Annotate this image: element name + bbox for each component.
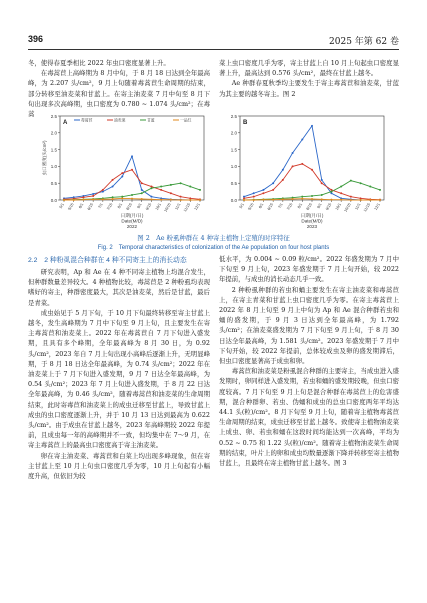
data-point <box>360 199 362 201</box>
x-tick-label: 10/1 <box>334 202 343 211</box>
data-point <box>360 182 362 184</box>
data-point <box>73 199 75 201</box>
data-point <box>102 198 104 200</box>
paragraph: 2 种粉虱种群的若虫和蛹主要发生在寄主油麦菜和毒蒿苣上，在寄主青菜和甘蓝上虫口密度几乎为零。在寄主毒蒿苣上 2022 年 8 月上旬至 9 月上中旬为 Ap 和 Ae 混合种群若虫和蛹的盛发期，于 9 月 3 日达到全年最高峰，为 1.792 头/cm²；在油麦菜盛发期为 7 月下旬至 9 月上旬，于 8 月 30 日达全年最高峰，为 1.581 头/cm²。2023 年盛发期于 7 月中下旬开始，较 2022 年提前，总体较成虫及卵的盛发期滞后，但虫口密度显著高于成虫和卵。 <box>219 285 399 366</box>
data-point <box>262 189 264 191</box>
x-tick-label: 6/15 <box>266 202 275 211</box>
figure-2 <box>40 108 390 230</box>
data-point <box>112 186 114 188</box>
data-point <box>350 199 352 201</box>
data-point <box>321 194 323 196</box>
paragraph: 卵在寄主油麦菜、毒蒿苣和白菜上均出现多峰现象，但在寄主甘蓝上至 10 月上旬虫口密度几乎为零，10 月上旬起有小幅度升高，但依旧为较 <box>28 451 210 481</box>
panel-label: A <box>63 120 68 126</box>
x-tick-label: 5/15 <box>67 202 75 211</box>
data-point <box>150 196 152 198</box>
plot-frame <box>240 116 384 200</box>
section-title: 2.2 2 种粉虱混合种群在 4 种不同寄主上的消长动态 <box>28 257 187 264</box>
data-point <box>180 182 182 184</box>
x-tick-label: 6/1 <box>258 202 265 210</box>
x-tick-label: 11/1 <box>174 202 182 211</box>
data-point <box>63 199 65 201</box>
x-tick-label: 7/15 <box>106 202 114 211</box>
data-point <box>92 198 94 200</box>
x-tick-label: 9/15 <box>325 202 333 211</box>
x-tick-label: 8/1 <box>297 202 304 210</box>
data-point <box>311 195 313 197</box>
x-tick-label: 12/1 <box>373 202 381 211</box>
data-point <box>92 193 94 195</box>
chart-left <box>40 108 210 230</box>
legend-label: 毒蒿苣 <box>81 118 93 123</box>
data-point <box>112 198 114 200</box>
data-point <box>272 199 274 201</box>
left-body-text <box>28 267 210 481</box>
series-line <box>244 126 380 200</box>
paragraph: 在毒蒿苣上高峰期为 8 月中旬，于 8 月 18 日达到全年最高峰，为 2.207 头/cm²，9 月上旬随着毒蒿苣生命周期的结束，部分转移至油麦菜和甘蓝上。在寄主油麦菜 7 月中旬至 8 月下旬出现多次高峰期，虫口密度为 0.780 ~ 1.074 头/cm²；在毒蒿 <box>28 69 210 119</box>
data-point <box>292 165 294 167</box>
panel-label: B <box>243 120 248 126</box>
x-tick-label: 9/15 <box>145 202 153 211</box>
x-tick-label: 7/15 <box>286 202 294 211</box>
data-point <box>82 199 84 201</box>
y-tick-label: 2.0 <box>50 130 57 136</box>
x-tick-label: 8/15 <box>305 202 313 211</box>
data-point <box>282 198 284 200</box>
data-point <box>272 182 274 184</box>
x-axis-label: 2023 <box>306 224 318 229</box>
x-axis-label: 日期(月/日) <box>120 213 144 218</box>
x-tick-label: 7/1 <box>97 202 104 210</box>
data-point <box>102 189 104 191</box>
chart-right <box>220 108 390 230</box>
y-tick-label: 1.5 <box>50 147 57 153</box>
y-tick-label: 0.0 <box>50 197 57 203</box>
y-tick-label: 0.5 <box>50 181 57 186</box>
data-point <box>330 191 332 193</box>
top-right-text <box>219 58 399 99</box>
page-number: 396 <box>28 34 44 44</box>
data-point <box>141 198 143 200</box>
paragraph: 菜上虫口密度几乎为零，寄主甘蓝上自 10 月上旬起虫口密度显著上升，最高达到 0.576 头/cm²，最终在甘蓝上越冬。 <box>219 59 399 78</box>
x-tick-label: 11/1 <box>354 202 362 211</box>
x-axis-label: Date(M/D) <box>121 218 143 224</box>
data-point <box>262 192 264 194</box>
data-point <box>131 198 133 200</box>
data-point <box>170 199 172 201</box>
data-point <box>150 198 152 200</box>
data-point <box>350 196 352 198</box>
figure-caption-en: Fig. 2 Temporal characteristics of colonization of the Ae population on four host plants <box>97 245 330 251</box>
data-point <box>321 198 323 200</box>
data-point <box>189 199 191 201</box>
x-tick-label: 11/15 <box>183 202 192 213</box>
data-point <box>141 182 143 184</box>
x-tick-label: 9/1 <box>316 202 323 210</box>
data-point <box>189 186 191 188</box>
y-tick-label: 2.5 <box>230 113 237 119</box>
legend-label: 甘蓝 <box>147 118 155 123</box>
data-point <box>121 175 123 177</box>
data-point <box>131 155 133 157</box>
data-point <box>253 199 255 201</box>
data-point <box>350 180 352 182</box>
data-point <box>272 189 274 191</box>
series-line <box>64 156 200 200</box>
data-point <box>253 192 255 194</box>
data-point <box>301 196 303 198</box>
data-point <box>199 189 201 191</box>
x-axis-label: 2022 <box>126 224 138 229</box>
paragraph: 研究表明，Ap 和 Ae 在 4 种不同寄主植物上均混合发生，但种群数量差异较大。4 种植物比较，毒蒿苣是 2 种粉虱均表现嗜好的寄主，种群密度最大，其次是油麦菜，然后是甘蓝，最后是青菜。 <box>28 268 210 307</box>
x-axis-label: Date(M/D) <box>301 218 323 224</box>
x-tick-label: 10/1 <box>154 202 163 211</box>
data-point <box>150 187 152 189</box>
x-tick-label: 5/1 <box>58 202 65 210</box>
data-point <box>379 199 381 201</box>
x-tick-label: 5/1 <box>238 202 245 210</box>
x-tick-label: 8/1 <box>117 202 124 210</box>
data-point <box>340 199 342 201</box>
data-point <box>292 152 294 154</box>
data-point <box>121 172 123 174</box>
data-point <box>282 169 284 171</box>
page-header <box>28 34 399 48</box>
y-tick-label: 1.5 <box>230 147 237 153</box>
figure-caption-cn: 图 2 Ae 粉虱种群在 4 种寄主植物上定殖的时序特征 <box>137 234 290 242</box>
data-point <box>243 199 245 201</box>
paragraph: 冬，使得春夏季相比 2022 年虫口密度显著上升。 <box>28 59 170 67</box>
plot-frame <box>60 116 204 200</box>
y-tick-label: 0.5 <box>230 181 237 186</box>
data-point <box>170 184 172 186</box>
paragraph: 成虫始见于 5 月下旬，于 10 月下旬最终转移至寄主甘蓝上越冬，发生高峰期为 7 月中下旬至 9 月上旬，且主要发生在寄主毒蒿苣和油麦菜上。2022 年在毒蒿苣自 7 月下旬进入盛发期，且具有多个峰期，全年最高峰为 8 月 30 日，为 0.92 头/cm²，2023 年自 7 月上旬出现小高峰后逐渐上升，无明显峰期，于 8 月 18 日达全年最高峰，为 0.74 头/cm²；2022 年在油麦菜上于 7 月下旬进入盛发期，9 月 7 日达全年最高峰，为 0.54 头/cm²；2023 年 7 月上旬进入盛发期，于 8 月 22 日达全年最高峰，为 0.46 头/cm²，随着毒蒿苣和油麦菜的生命周期结束，此时寄毒苣和油麦菜上的成虫迁移至甘蓝上，导致甘蓝上成虫的虫口密度逐渐上升，并于 10 月 13 日达到最高为 0.622 头/cm²。由于成虫在甘蓝上越冬，2023 年高峰期较 2022 年提前，且成虫每一年的高峰期并不一致，但均集中在 7～9 月，在寄主毒蒿苣上的最高虫口密度高于寄主油麦菜。 <box>28 308 210 450</box>
y-tick-label: 0.0 <box>230 197 237 203</box>
x-tick-label: 11/15 <box>363 202 372 213</box>
data-point <box>379 189 381 191</box>
x-tick-label: 5/15 <box>247 202 255 211</box>
y-axis-label: 虫口密度(头/cm²) <box>42 140 47 176</box>
paragraph: Ae 种群春夏秋季均主要发生于寄主毒蒿苣和油麦菜，甘蓝为其主要的越冬寄主。图 2 <box>219 79 399 98</box>
data-point <box>321 182 323 184</box>
journal-info: 2025 年第 62 卷 <box>329 37 399 47</box>
data-point <box>92 195 94 197</box>
data-point <box>180 196 182 198</box>
x-tick-label: 8/15 <box>125 202 133 211</box>
data-point <box>301 198 303 200</box>
right-body-text <box>219 254 399 468</box>
data-point <box>340 186 342 188</box>
data-point <box>160 189 162 191</box>
data-point <box>301 139 303 141</box>
series-line <box>244 181 380 200</box>
y-tick-label: 1.0 <box>50 164 57 170</box>
data-point <box>262 199 264 201</box>
x-tick-label: 7/1 <box>277 202 284 210</box>
x-axis-label: 日期(月/日) <box>300 213 324 218</box>
data-point <box>199 199 201 201</box>
legend-label: 一品红 <box>180 118 192 123</box>
x-tick-label: 6/1 <box>78 202 85 210</box>
header-rule <box>28 49 399 50</box>
data-point <box>330 199 332 201</box>
x-tick-label: 9/1 <box>136 202 143 210</box>
data-point <box>131 194 133 196</box>
data-point <box>282 179 284 181</box>
paragraph: 毒蒿苣和油麦菜是粉虱混合种群的主要寄主，当成虫进入盛发期时，卵同样进入盛发期，若虫和蛹的盛发期较晚，但虫口密度较高。7 月下旬至 9 月上旬是混合种群在毒蒿苣上的危害盛期，混合种群卵、若虫、伪蛹和成虫的总虫口密度两年平均达 44.1 头(粒)/cm²。8 月下旬至 9 月上旬，随着寄主植物毒蒿苣生命周期的结束，成虫迁移至甘蓝上越冬。致使寄主植物油麦菜上成虫、卵、若虫和蛹在这段时间均能达到一次高峰，平均为 0.52 ~ 0.75 和 1.22 头(粒)/cm²。随着寄主植物油麦菜生命周期的结束，叶片上的卵和成虫均数量逐渐下降并转移至寄主植物甘蓝上，且最终在寄主植物甘蓝上越冬。图 3 <box>219 367 399 468</box>
legend-label: 油麦菜 <box>114 118 126 123</box>
paragraph: 低水平，为 0.004 ~ 0.09 粒/cm²。2022 年盛发期为 7 月中下旬至 9 月上旬，2023 年盛发期于 7 月上旬开始，较 2022 年提前，与成虫的消长动态几乎一致。 <box>219 255 399 284</box>
data-point <box>369 186 371 188</box>
data-point <box>160 186 162 188</box>
data-point <box>141 192 143 194</box>
data-point <box>131 169 133 171</box>
data-point <box>180 199 182 201</box>
x-tick-label: 12/1 <box>193 202 201 211</box>
y-tick-label: 2.0 <box>230 130 237 136</box>
data-point <box>321 179 323 181</box>
data-point <box>121 197 123 199</box>
x-tick-label: 10/15 <box>163 202 172 213</box>
data-point <box>340 192 342 194</box>
data-point <box>82 196 84 198</box>
x-tick-label: 10/15 <box>343 202 352 213</box>
data-point <box>311 125 313 127</box>
data-point <box>170 192 172 194</box>
data-point <box>311 198 313 200</box>
y-tick-label: 1.0 <box>230 164 237 170</box>
data-point <box>311 169 313 171</box>
data-point <box>369 199 371 201</box>
data-point <box>160 199 162 201</box>
y-tick-label: 2.5 <box>50 113 57 119</box>
x-tick-label: 6/15 <box>86 202 95 211</box>
data-point <box>301 163 303 165</box>
data-point <box>141 189 143 191</box>
data-point <box>112 179 114 181</box>
data-point <box>292 198 294 200</box>
data-point <box>253 196 255 198</box>
